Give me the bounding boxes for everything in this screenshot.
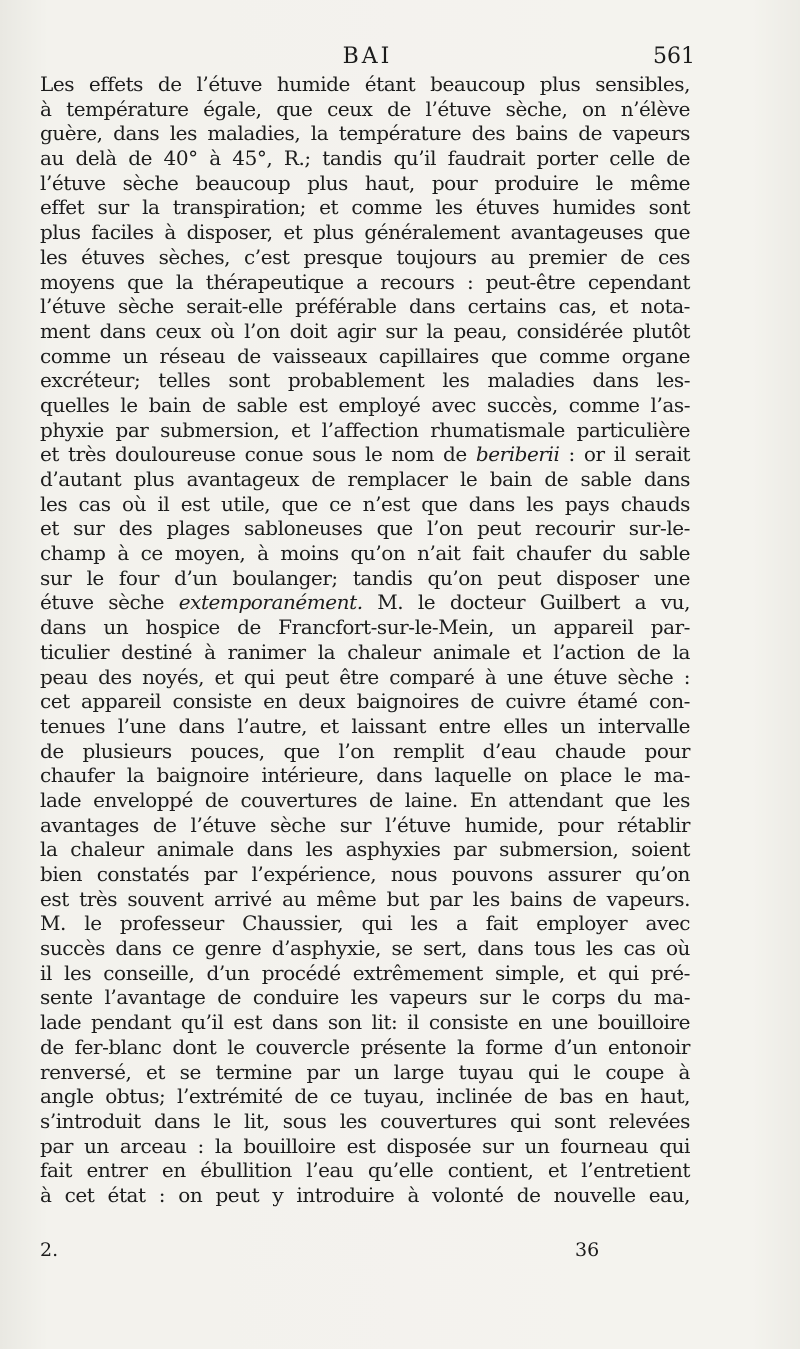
- text-line: avantages de l’étuve sèche sur l’étuve humide, pour rétablir: [40, 812, 690, 837]
- running-head: [40, 42, 695, 72]
- text-line: guère, dans les maladies, la température des bains de vapeurs: [40, 121, 690, 146]
- text-line: s’introduit dans le lit, sous les couvertures qui sont relevées: [40, 1108, 690, 1133]
- text-line: renversé, et se termine par un large tuyau qui le coupe à: [40, 1059, 690, 1084]
- text-line: excréteur; telles sont probablement les maladies dans les-: [40, 368, 690, 393]
- text-line: sente l’avantage de conduire les vapeurs sur le corps du ma-: [40, 985, 690, 1010]
- italic-term-beriberii: beriberii: [475, 442, 560, 467]
- body-text: [40, 72, 690, 1208]
- text-line: de plusieurs pouces, que l’on remplit d’eau chaude pour: [40, 738, 690, 763]
- text-line: plus faciles à disposer, et plus généralement avantageuses que: [40, 220, 690, 245]
- text-line: par un arceau : la bouilloire est disposée sur un fourneau qui: [40, 1133, 690, 1158]
- text-line: l’étuve sèche beaucoup plus haut, pour produire le même: [40, 170, 690, 195]
- text-line: les étuves sèches, c’est presque toujours au premier de ces: [40, 244, 690, 269]
- text-line: lade pendant qu’il est dans son lit: il consiste en une bouilloire: [40, 1010, 690, 1035]
- text-line: de fer-blanc dont le couvercle présente la forme d’un entonoir: [40, 1034, 690, 1059]
- text-line: ment dans ceux où l’on doit agir sur la peau, considérée plutôt: [40, 318, 690, 343]
- text-line: il les conseille, d’un procédé extrêmement simple, et qui pré-: [40, 960, 690, 985]
- text-line: effet sur la transpiration; et comme les étuves humides sont: [40, 195, 690, 220]
- italic-term-extemporanement: extemporanément.: [178, 590, 363, 615]
- text-segment: et très douloureuse conue sous le nom de: [40, 442, 476, 467]
- text-segment: étuve sèche: [40, 590, 179, 615]
- text-line: l’étuve sèche serait-elle préférable dans certains cas, et nota-: [40, 294, 690, 319]
- running-head-title: BAI: [342, 44, 393, 69]
- text-line: à cet état : on peut y introduire à volonté de nouvelle eau,: [40, 1182, 690, 1207]
- text-line: cet appareil consiste en deux baignoires de cuivre étamé con-: [40, 689, 690, 714]
- page-footer: [40, 1235, 690, 1265]
- text-line: angle obtus; l’extrémité de ce tuyau, inclinée de bas en haut,: [40, 1084, 690, 1109]
- text-line: la chaleur animale dans les asphyxies par submersion, soient: [40, 837, 690, 862]
- text-line-with-italic: [40, 442, 690, 467]
- text-segment: : or il serait: [559, 442, 690, 467]
- text-line: moyens que la thérapeutique a recours : peut-être cependant: [40, 269, 690, 294]
- text-line: tenues l’une dans l’autre, et laissant entre elles un intervalle: [40, 713, 690, 738]
- text-line: comme un réseau de vaisseaux capillaires que comme organe: [40, 343, 690, 368]
- text-line: quelles le bain de sable est employé avec succès, comme l’as-: [40, 392, 690, 417]
- text-segment: M. le docteur Guilbert a vu,: [362, 590, 690, 615]
- text-line: M. le professeur Chaussier, qui les a fait employer avec: [40, 911, 690, 936]
- text-line: bien constatés par l’expérience, nous pouvons assurer qu’on: [40, 862, 690, 886]
- text-line-with-italic: [40, 590, 690, 615]
- signature-number: 36: [575, 1239, 600, 1261]
- text-line: phyxie par submersion, et l’affection rhumatismale particulière: [40, 417, 690, 442]
- text-line: dans un hospice de Francfort-sur-le-Mein, un appareil par-: [40, 615, 690, 640]
- text-line: Les effets de l’étuve humide étant beaucoup plus sensibles,: [40, 72, 690, 96]
- text-line: fait entrer en ébullition l’eau qu’elle contient, et l’entretient: [40, 1158, 690, 1183]
- text-line: succès dans ce genre d’asphyxie, se sert, dans tous les cas où: [40, 936, 690, 961]
- text-line: à température égale, que ceux de l’étuve sèche, on n’élève: [40, 96, 690, 121]
- text-line: les cas où il est utile, que ce n’est que dans les pays chauds: [40, 491, 690, 516]
- text-line: chaufer la baignoire intérieure, dans laquelle on place le ma-: [40, 763, 690, 788]
- text-line: d’autant plus avantageux de remplacer le bain de sable dans: [40, 467, 690, 491]
- page-number: 561: [653, 44, 695, 69]
- text-line: peau des noyés, et qui peut être comparé à une étuve sèche :: [40, 664, 690, 689]
- text-line: lade enveloppé de couvertures de laine. En attendant que les: [40, 787, 690, 812]
- text-line: au delà de 40° à 45°, R.; tandis qu’il faudrait porter celle de: [40, 146, 690, 171]
- text-line: ticulier destiné à ranimer la chaleur animale et l’action de la: [40, 639, 690, 664]
- text-line: sur le four d’un boulanger; tandis qu’on peut disposer une: [40, 565, 690, 590]
- signature-mark: 2.: [40, 1239, 59, 1261]
- text-line: est très souvent arrivé au même but par les bains de vapeurs.: [40, 886, 690, 911]
- text-line: champ à ce moyen, à moins qu’on n’ait fait chaufer du sable: [40, 541, 690, 566]
- text-line: et sur des plages sabloneuses que l’on peut recourir sur-le-: [40, 516, 690, 541]
